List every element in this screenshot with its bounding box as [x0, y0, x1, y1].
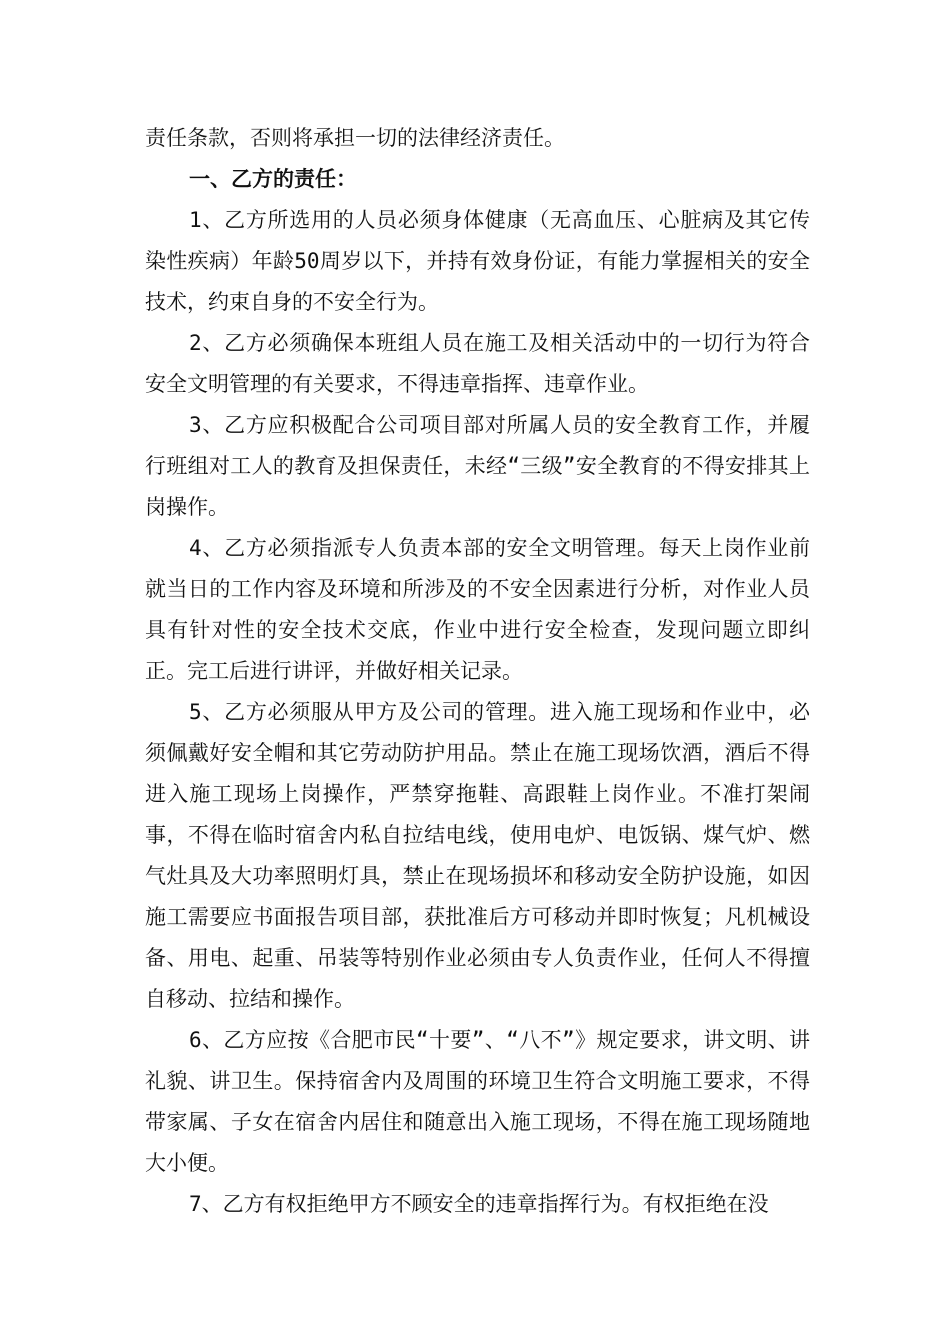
paragraph-item-4: 4、乙方必须指派专人负责本部的安全文明管理。每天上岗作业前就当日的工作内容及环境和所涉及的不安全因素进行分析，对作业人员具有针对性的安全技术交底，作业中进行安全检查，发现问题立即纠正。完工后进行讲评，并做好相关记录。 — [145, 536, 810, 683]
paragraph-item-5: 5、乙方必须服从甲方及公司的管理。进入施工现场和作业中，必须佩戴好安全帽和其它劳动防护用品。禁止在施工现场饮酒，酒后不得进入施工现场上岗操作，严禁穿拖鞋、高跟鞋上岗作业。不准打架闹事，不得在临时宿舍内私自拉结电线，使用电炉、电饭锅、煤气炉、燃气灶具及大功率照明灯具，禁止在现场损坏和移动安全防护设施，如因施工需要应书面报告项目部，获批准后方可移动并即时恢复；凡机械设备、用电、起重、吊装等特别作业必须由专人负责作业，任何人不得擅自移动、拉结和操作。 — [145, 700, 810, 1011]
paragraph-item-1: 1、乙方所选用的人员必须身体健康（无高血压、心脏病及其它传染性疾病）年龄50周岁以下，并持有效身份证，有能力掌握相关的安全技术，约束自身的不安全行为。 — [145, 208, 810, 314]
document-page — [145, 118, 810, 1225]
paragraph-item-7: 7、乙方有权拒绝甲方不顾安全的违章指挥行为。有权拒绝在没 — [189, 1192, 769, 1216]
paragraph-item-2: 2、乙方必须确保本班组人员在施工及相关活动中的一切行为符合安全文明管理的有关要求，不得违章指挥、违章作业。 — [145, 331, 810, 396]
section-heading: 一、乙方的责任： — [189, 167, 357, 191]
paragraph-continuation: 责任条款，否则将承担一切的法律经济责任。 — [145, 126, 565, 150]
paragraph-item-6: 6、乙方应按《合肥市民“十要”、“八不”》规定要求，讲文明、讲礼貌、讲卫生。保持宿舍内及周围的环境卫生符合文明施工要求，不得带家属、子女在宿舍内居住和随意出入施工现场，不得在施工现场随地大小便。 — [145, 1028, 810, 1175]
paragraph-item-3: 3、乙方应积极配合公司项目部对所属人员的安全教育工作，并履行班组对工人的教育及担保责任，未经“三级”安全教育的不得安排其上岗操作。 — [145, 413, 810, 519]
